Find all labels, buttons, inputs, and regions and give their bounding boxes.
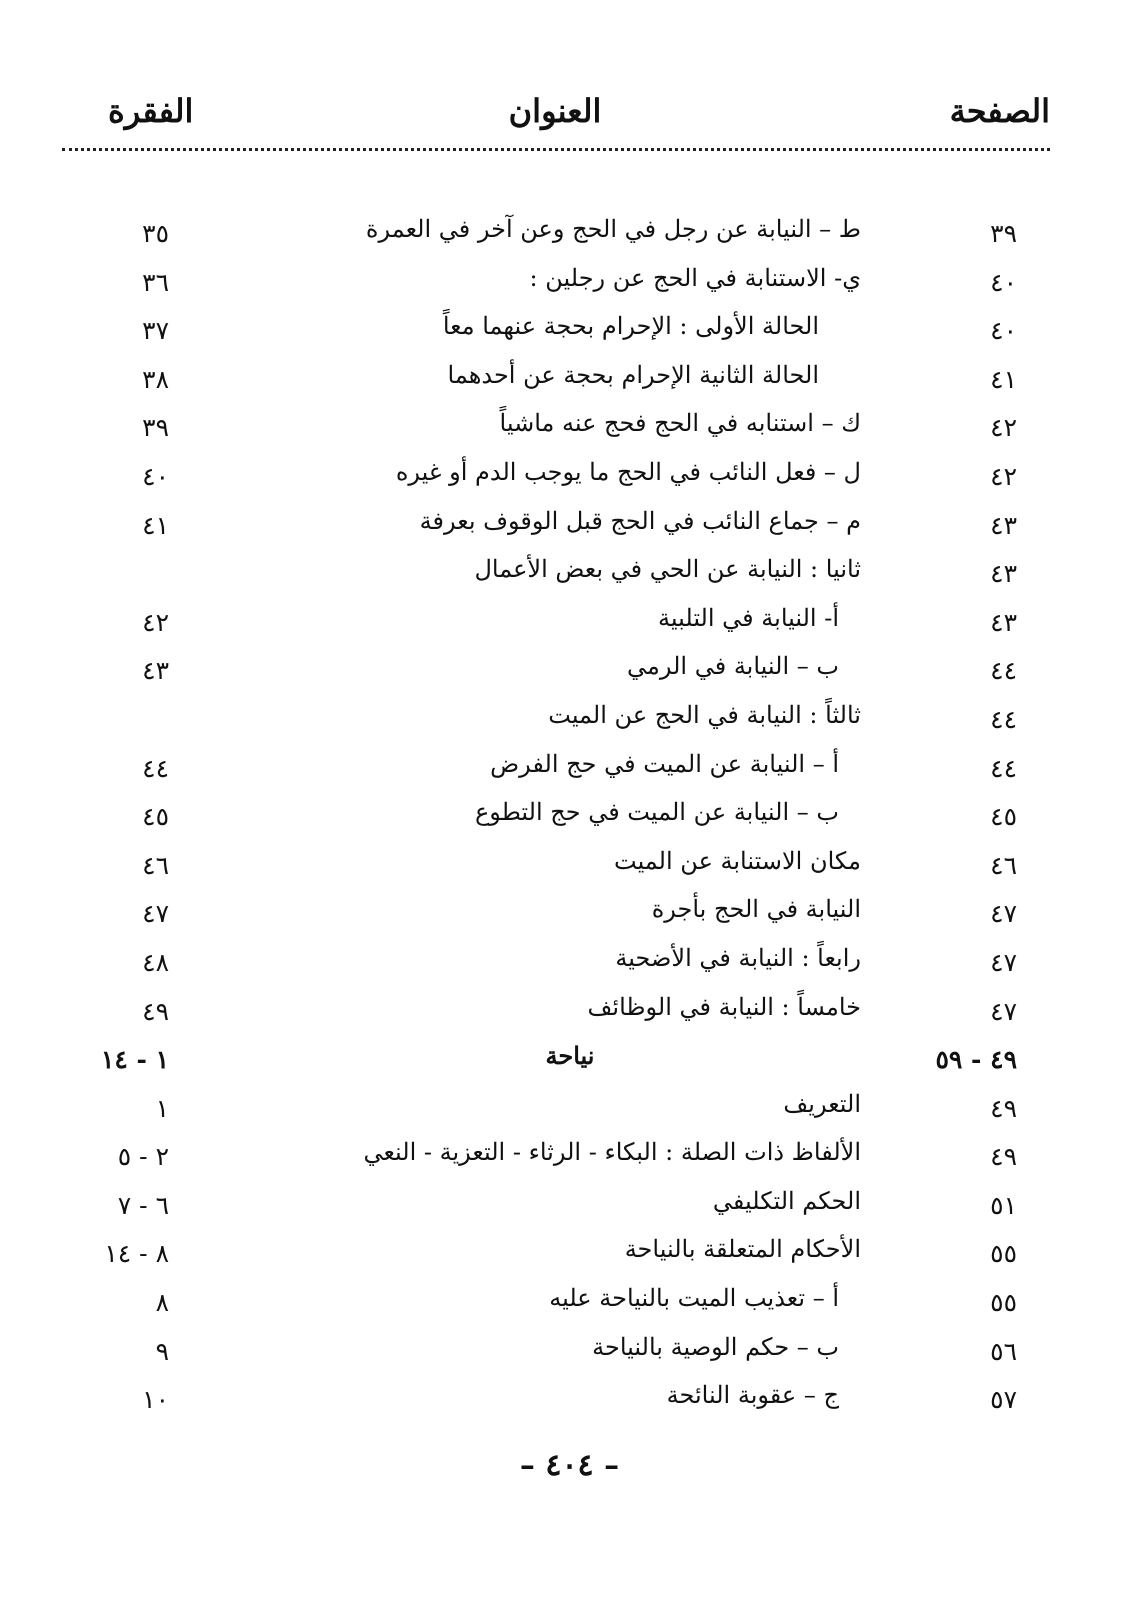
section-title: نياحة — [545, 1041, 595, 1071]
row-paragraph: ٨ — [155, 1288, 169, 1318]
row-paragraph: ٤٠ — [142, 461, 169, 491]
row-title: ثالثاً : النيابة في الحج عن الميت — [548, 700, 861, 729]
row-title: ي- الاستنابة في الحج عن رجلين : — [529, 263, 861, 292]
row-title: ك – استنابه في الحج فحج عنه ماشياً — [499, 409, 861, 438]
toc-row — [0, 1233, 1139, 1282]
row-title: الحالة الأولى : الإحرام بحجة عنهما معاً — [442, 312, 819, 341]
header-page-column: الصفحة — [949, 92, 1050, 130]
toc-header — [60, 92, 1050, 142]
row-page: ٥١ — [990, 1190, 1017, 1220]
row-title: أ – النيابة عن الميت في حج الفرض — [490, 749, 839, 778]
row-page: ٤٣ — [990, 510, 1017, 540]
header-title-column: العنوان — [508, 92, 602, 130]
toc-row — [0, 1185, 1139, 1234]
row-title: أ – تعذيب الميت بالنياحة عليه — [549, 1284, 839, 1313]
row-title: الحكم التكليفي — [712, 1186, 861, 1215]
toc-row — [0, 1331, 1139, 1380]
row-page: ٤٦ — [990, 850, 1017, 880]
row-page: ٤٩ - ٥٩ — [935, 1045, 1017, 1075]
toc-row — [0, 748, 1139, 797]
row-paragraph: ٤٣ — [142, 656, 169, 686]
row-paragraph: ٤٤ — [142, 753, 169, 783]
toc-row — [0, 1379, 1139, 1428]
row-page: ٤٣ — [990, 559, 1017, 589]
toc-row — [0, 650, 1139, 699]
row-title: ل – فعل النائب في الحج ما يوجب الدم أو غيره — [395, 457, 861, 486]
row-paragraph: ٣٦ — [142, 267, 169, 297]
row-page: ٥٦ — [990, 1336, 1017, 1366]
row-paragraph: ٣٩ — [142, 413, 169, 443]
toc-row — [0, 942, 1139, 991]
row-paragraph: ٤٩ — [142, 996, 169, 1026]
row-paragraph: ٤٥ — [142, 802, 169, 832]
toc-row — [0, 505, 1139, 554]
row-page: ٤٠ — [990, 316, 1017, 346]
toc-row — [0, 893, 1139, 942]
row-title: ط – النيابة عن رجل في الحج وعن آخر في العمرة — [365, 215, 861, 243]
row-title: رابعاً : النيابة في الأضحية — [615, 943, 861, 972]
row-paragraph: ٣٧ — [142, 316, 169, 346]
row-title: ب – النيابة عن الميت في حج التطوع — [474, 798, 839, 827]
row-paragraph: ٤٦ — [142, 850, 169, 880]
row-page: ٤٣ — [990, 607, 1017, 637]
row-title: ثانيا : النيابة عن الحي في بعض الأعمال — [474, 555, 861, 584]
row-page: ٤٢ — [990, 461, 1017, 491]
row-title: م – جماع النائب في الحج قبل الوقوف بعرفة — [419, 506, 861, 535]
row-paragraph: ٢ - ٥ — [117, 1142, 169, 1172]
toc-row — [0, 359, 1139, 408]
row-page: ٤١ — [990, 364, 1017, 394]
row-paragraph: ٦ - ٧ — [117, 1190, 169, 1220]
row-title: التعريف — [783, 1089, 861, 1118]
toc-row — [0, 1136, 1139, 1185]
toc-row — [0, 1088, 1139, 1137]
row-title: ب – النيابة في الرمي — [627, 652, 839, 681]
row-title: الحالة الثانية الإحرام بحجة عن أحدهما — [447, 360, 819, 389]
header-divider — [62, 148, 1050, 151]
row-page: ٤٩ — [990, 1093, 1017, 1123]
row-paragraph: ٣٨ — [142, 364, 169, 394]
row-page: ٥٥ — [990, 1239, 1017, 1269]
row-title: مكان الاستنابة عن الميت — [614, 846, 861, 875]
row-paragraph: ٣٥ — [142, 219, 169, 248]
row-paragraph: ١ — [155, 1093, 169, 1123]
row-page: ٤٧ — [990, 947, 1017, 977]
toc-row — [0, 407, 1139, 456]
row-page: ٤٢ — [990, 413, 1017, 443]
toc-section-row — [0, 1039, 1139, 1088]
row-paragraph: ٤٧ — [142, 899, 169, 929]
row-paragraph: ١ - ١٤ — [100, 1045, 169, 1075]
row-paragraph: ٤١ — [142, 510, 169, 540]
toc-row — [0, 845, 1139, 894]
toc-row — [0, 991, 1139, 1040]
row-page: ٥٥ — [990, 1288, 1017, 1318]
row-page: ٣٩ — [990, 219, 1017, 248]
row-paragraph: ١٠ — [142, 1385, 169, 1415]
header-paragraph-column: الفقرة — [108, 92, 194, 130]
toc-list — [0, 213, 1139, 1428]
row-page: ٤٤ — [990, 753, 1017, 783]
row-page: ٤٥ — [990, 802, 1017, 832]
row-title: ب – حكم الوصية بالنياحة — [592, 1332, 839, 1361]
row-page: ٤٤ — [990, 656, 1017, 686]
toc-row — [0, 602, 1139, 651]
page-number: – ٤٠٤ – — [519, 1448, 620, 1483]
row-title: خامساً : النيابة في الوظائف — [587, 992, 861, 1021]
toc-row — [0, 310, 1139, 359]
row-page: ٤٧ — [990, 899, 1017, 929]
row-page: ٤٩ — [990, 1142, 1017, 1172]
toc-row — [0, 456, 1139, 505]
toc-row — [0, 796, 1139, 845]
row-title: الأحكام المتعلقة بالنياحة — [624, 1235, 861, 1264]
row-paragraph: ٨ - ١٤ — [104, 1239, 169, 1269]
row-page: ٥٧ — [990, 1385, 1017, 1415]
toc-row — [0, 213, 1139, 262]
row-title: ج – عقوبة النائحة — [666, 1381, 839, 1410]
row-page: ٤٧ — [990, 996, 1017, 1026]
row-page: ٤٠ — [990, 267, 1017, 297]
row-title: النيابة في الحج بأجرة — [651, 895, 861, 924]
row-paragraph: ٤٢ — [142, 607, 169, 637]
toc-row — [0, 553, 1139, 602]
toc-row — [0, 262, 1139, 311]
row-paragraph: ٤٨ — [142, 947, 169, 977]
row-page: ٤٤ — [990, 704, 1017, 734]
toc-row — [0, 1282, 1139, 1331]
row-title: أ- النيابة في التلبية — [658, 603, 839, 632]
toc-row — [0, 699, 1139, 748]
row-title: الألفاظ ذات الصلة : البكاء - الرثاء - التعزية - النعي — [363, 1138, 861, 1167]
row-paragraph: ٩ — [155, 1336, 169, 1366]
